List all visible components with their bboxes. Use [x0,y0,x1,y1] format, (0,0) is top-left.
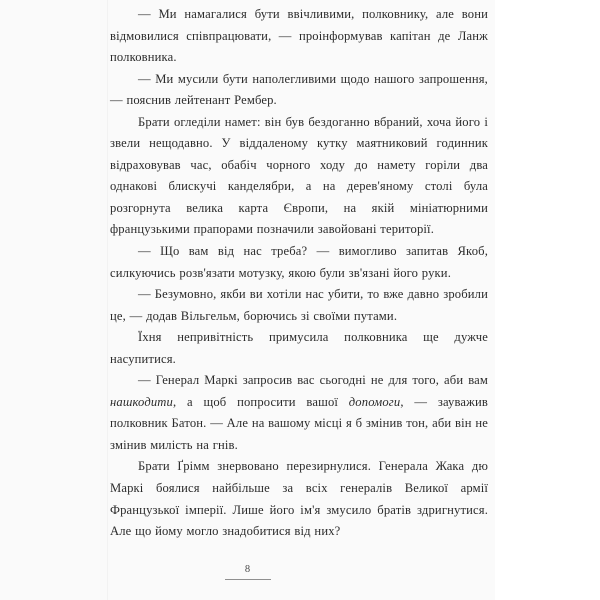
body-paragraph [110,284,488,327]
text-run: — Ми мусили бути наполегливими щодо нашого запрошення, — пояснив лейтенант Рембер. [110,71,488,108]
page-number: 8 [244,564,251,575]
page-number-rule [225,579,271,580]
emphasis-text: нашкодити [110,394,174,409]
page-footer [0,564,495,580]
text-run: — Що вам від нас треба? — вимогливо запитав Якоб, силкуючись розв'язати мотузку, якою були зв'язані його руки. [110,244,488,280]
body-paragraph [110,241,488,284]
text-run: Брати Ґрімм знервовано перезирнулися. Генерала Жака дю Маркі боялися найбільше за всіх генералів Великої армії Французької імперії. Лише його ім'я змусило братів здригнутися. Але що йому могло знадобитися від них? [110,459,488,539]
body-paragraph [110,112,488,241]
emphasis-text: допомоги [348,394,401,409]
body-text-column [110,4,488,543]
text-run: — Безумовно, якби ви хотіли нас убити, то вже давно зробили це, — додав Вільгельм, борючись зі своїми путами. [110,287,488,323]
body-paragraph [110,456,488,542]
text-run: Брати огледіли намет: він був бездоганно вбраний, хоча його і звели нещодавно. У віддаленому кутку маятниковий годинник відраховував час, обабіч чорного ходу до намету горіли два однакові блискучі канделябри, а на дерев'яному столі була розгорнута велика карта Європи, на якій мініатюрними французькими прапорами позначили завойовані території. [110,114,488,237]
text-run: — Ми намагалися бути ввічливими, полковнику, але вони відмовилися співпрацювати, — проінформував капітан де Ланж полковника. [110,7,488,65]
body-paragraph [110,370,488,456]
body-paragraph [110,327,488,370]
page-gutter-edge [107,0,108,600]
text-run: , а щоб попросити вашої [173,394,349,409]
text-run: — Генерал Маркі запросив вас сьогодні не для того, аби вам [138,373,488,388]
body-paragraph [110,69,488,112]
text-run: Їхня непривітність примусила полковника ще дужче насупитися. [110,330,488,366]
text-run: , — зауважив полковник Батон. — Але на вашому місці я б змінив тон, аби він не змінив милість на гнів. [110,394,488,452]
body-paragraph [110,4,488,69]
